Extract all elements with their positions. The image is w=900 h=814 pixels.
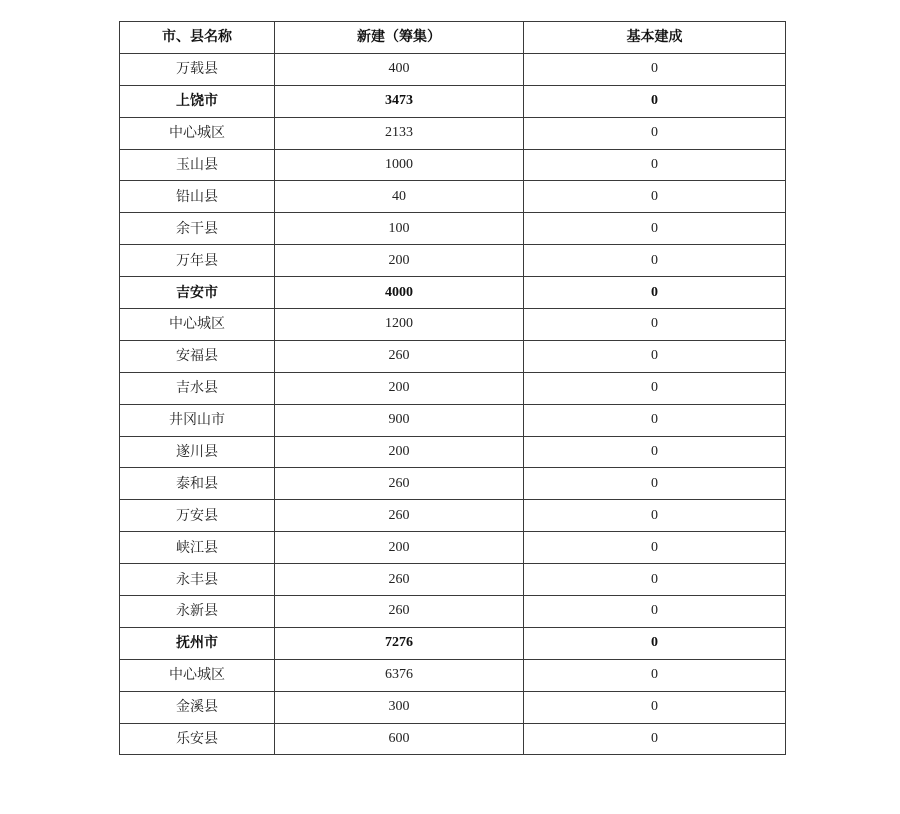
cell-built-count: 0 xyxy=(524,85,786,117)
cell-name: 金溪县 xyxy=(120,691,275,723)
cell-built-count: 0 xyxy=(524,627,786,659)
table-row xyxy=(120,404,786,436)
cell-name: 峡江县 xyxy=(120,532,275,564)
cell-new-count: 600 xyxy=(275,723,524,755)
table-body xyxy=(120,53,786,755)
table-row-city-subtotal xyxy=(120,627,786,659)
cell-name: 中心城区 xyxy=(120,309,275,341)
cell-new-count: 260 xyxy=(275,596,524,628)
table-row xyxy=(120,500,786,532)
cell-name: 万载县 xyxy=(120,53,275,85)
cell-name: 中心城区 xyxy=(120,117,275,149)
column-header-built: 基本建成 xyxy=(524,22,786,54)
cell-built-count: 0 xyxy=(524,213,786,245)
table-row xyxy=(120,691,786,723)
cell-new-count: 100 xyxy=(275,213,524,245)
cell-name: 上饶市 xyxy=(120,85,275,117)
cell-name: 安福县 xyxy=(120,340,275,372)
table-row xyxy=(120,723,786,755)
table-row xyxy=(120,181,786,213)
cell-new-count: 200 xyxy=(275,245,524,277)
cell-new-count: 6376 xyxy=(275,659,524,691)
cell-name: 井冈山市 xyxy=(120,404,275,436)
cell-name: 泰和县 xyxy=(120,468,275,500)
cell-new-count: 300 xyxy=(275,691,524,723)
cell-name: 遂川县 xyxy=(120,436,275,468)
cell-built-count: 0 xyxy=(524,181,786,213)
cell-built-count: 0 xyxy=(524,596,786,628)
cell-new-count: 2133 xyxy=(275,117,524,149)
cell-new-count: 1200 xyxy=(275,309,524,341)
cell-name: 铅山县 xyxy=(120,181,275,213)
cell-built-count: 0 xyxy=(524,564,786,596)
table-row-city-subtotal xyxy=(120,277,786,309)
cell-built-count: 0 xyxy=(524,500,786,532)
cell-name: 永丰县 xyxy=(120,564,275,596)
table-row xyxy=(120,436,786,468)
table-row xyxy=(120,149,786,181)
table-row xyxy=(120,659,786,691)
cell-new-count: 260 xyxy=(275,468,524,500)
cell-name: 乐安县 xyxy=(120,723,275,755)
cell-built-count: 0 xyxy=(524,277,786,309)
cell-new-count: 260 xyxy=(275,500,524,532)
cell-name: 吉水县 xyxy=(120,372,275,404)
cell-built-count: 0 xyxy=(524,372,786,404)
cell-built-count: 0 xyxy=(524,245,786,277)
cell-built-count: 0 xyxy=(524,532,786,564)
cell-new-count: 3473 xyxy=(275,85,524,117)
cell-new-count: 400 xyxy=(275,53,524,85)
cell-name: 吉安市 xyxy=(120,277,275,309)
table-row xyxy=(120,309,786,341)
cell-new-count: 40 xyxy=(275,181,524,213)
cell-built-count: 0 xyxy=(524,309,786,341)
table-row xyxy=(120,532,786,564)
cell-new-count: 200 xyxy=(275,436,524,468)
cell-new-count: 900 xyxy=(275,404,524,436)
table-header-row xyxy=(120,22,786,54)
cell-new-count: 260 xyxy=(275,564,524,596)
cell-new-count: 4000 xyxy=(275,277,524,309)
cell-new-count: 7276 xyxy=(275,627,524,659)
table-row xyxy=(120,117,786,149)
cell-name: 余干县 xyxy=(120,213,275,245)
cell-new-count: 260 xyxy=(275,340,524,372)
cell-name: 中心城区 xyxy=(120,659,275,691)
table-row xyxy=(120,340,786,372)
cell-built-count: 0 xyxy=(524,436,786,468)
cell-new-count: 200 xyxy=(275,372,524,404)
cell-name: 万安县 xyxy=(120,500,275,532)
cell-built-count: 0 xyxy=(524,117,786,149)
cell-built-count: 0 xyxy=(524,53,786,85)
cell-built-count: 0 xyxy=(524,723,786,755)
cell-name: 永新县 xyxy=(120,596,275,628)
housing-table xyxy=(119,21,786,755)
table-row xyxy=(120,245,786,277)
cell-name: 万年县 xyxy=(120,245,275,277)
column-header-new: 新建（筹集） xyxy=(275,22,524,54)
cell-built-count: 0 xyxy=(524,340,786,372)
cell-name: 抚州市 xyxy=(120,627,275,659)
cell-built-count: 0 xyxy=(524,404,786,436)
table-row-city-subtotal xyxy=(120,85,786,117)
table-row xyxy=(120,564,786,596)
cell-built-count: 0 xyxy=(524,659,786,691)
cell-new-count: 200 xyxy=(275,532,524,564)
cell-name: 玉山县 xyxy=(120,149,275,181)
cell-built-count: 0 xyxy=(524,691,786,723)
column-header-name: 市、县名称 xyxy=(120,22,275,54)
table-row xyxy=(120,468,786,500)
cell-built-count: 0 xyxy=(524,468,786,500)
cell-built-count: 0 xyxy=(524,149,786,181)
table-row xyxy=(120,372,786,404)
table-row xyxy=(120,53,786,85)
cell-new-count: 1000 xyxy=(275,149,524,181)
table-row xyxy=(120,213,786,245)
table-row xyxy=(120,596,786,628)
